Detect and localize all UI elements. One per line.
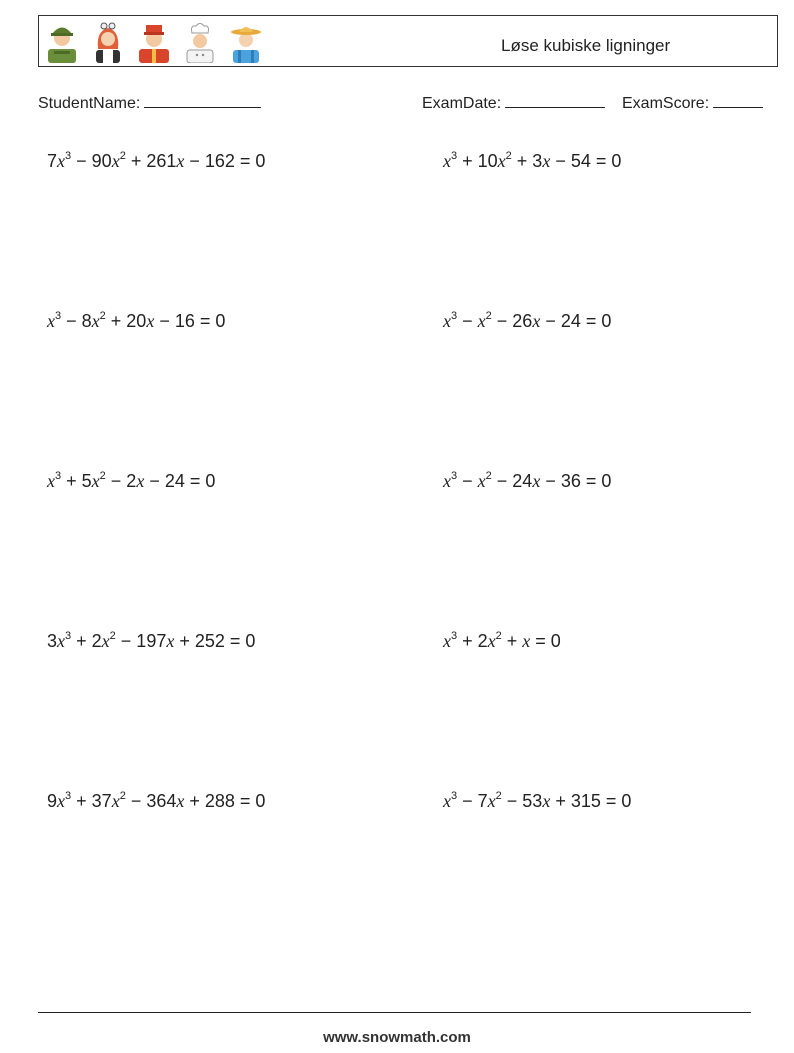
exam-date-label: ExamDate: (422, 95, 502, 112)
student-name-label: StudentName: (38, 95, 141, 112)
student-name-field (38, 93, 261, 113)
soldier-avatar-icon (44, 19, 80, 63)
exam-date-blank[interactable] (505, 93, 605, 108)
problem-9: $9x^3 + 37x^2 - 364x + 288 = 0$ (47, 790, 266, 811)
student-name-blank[interactable] (144, 93, 261, 108)
problem-8: $x^3 + 2x^2 + x = 0$ (443, 630, 561, 651)
problem-7: $3x^3 + 2x^2 - 197x + 252 = 0$ (47, 630, 256, 651)
problem-5: $x^3 + 5x^2 - 2x - 24 = 0$ (47, 470, 216, 491)
avatar-row (44, 19, 264, 63)
woman-avatar-icon (90, 19, 126, 63)
worksheet-title: Løse kubiske ligninger (501, 36, 671, 55)
footer-website[interactable]: www.snowmath.com (323, 1029, 471, 1046)
chef-avatar-icon (182, 19, 218, 63)
problem-2: $x^3 + 10x^2 + 3x - 54 = 0$ (443, 150, 622, 171)
exam-score-label: ExamScore: (622, 95, 710, 112)
problem-4: $x^3 - x^2 - 26x - 24 = 0$ (443, 310, 612, 331)
problem-10: $x^3 - 7x^2 - 53x + 315 = 0$ (443, 790, 632, 811)
problem-3: $x^3 - 8x^2 + 20x - 16 = 0$ (47, 310, 226, 331)
problem-6: $x^3 - x^2 - 24x - 36 = 0$ (443, 470, 612, 491)
exam-score-field (622, 93, 763, 113)
firefighter-avatar-icon (136, 19, 172, 63)
exam-score-blank[interactable] (713, 93, 763, 108)
footer-divider (38, 1012, 751, 1013)
problem-1: $7x^3 - 90x^2 + 261x - 162 = 0$ (47, 150, 266, 171)
farmer-avatar-icon (228, 19, 264, 63)
exam-date-field (422, 93, 605, 113)
worksheet-header (38, 15, 778, 67)
